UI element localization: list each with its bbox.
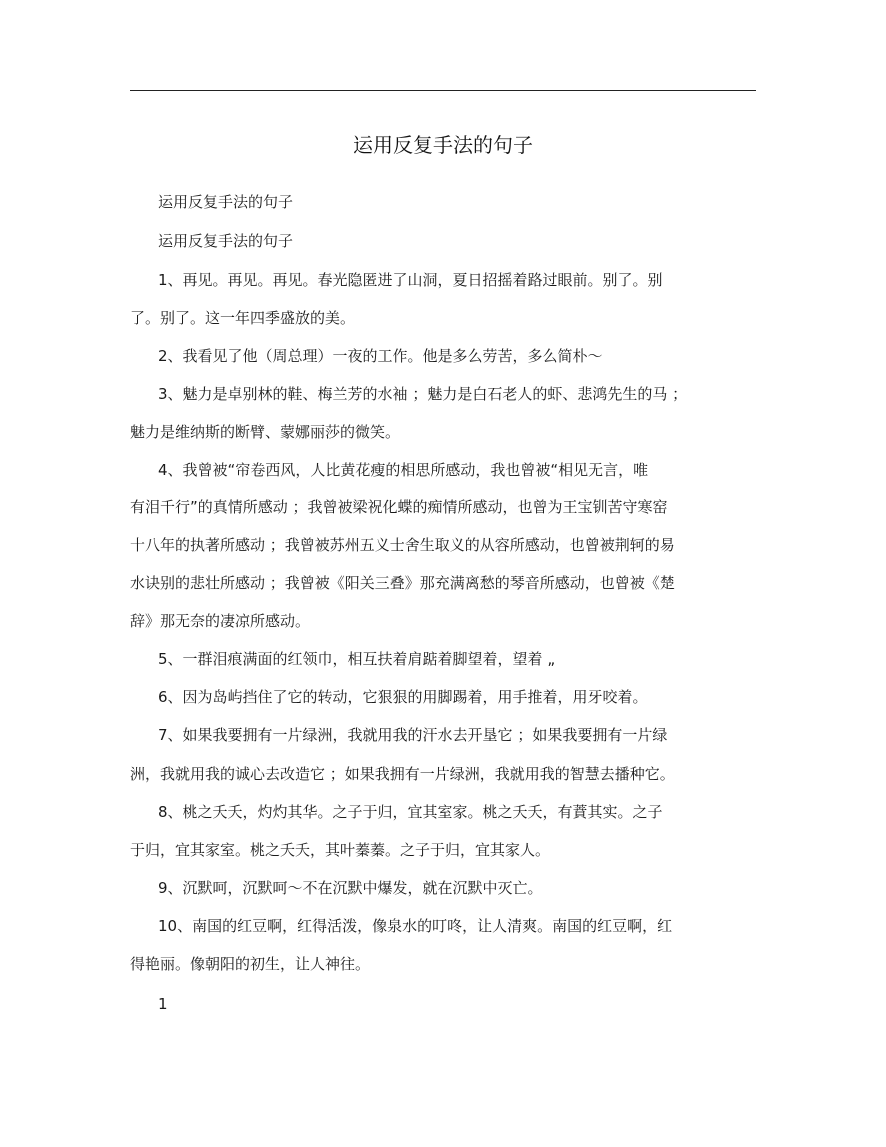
paragraph-line: 2、我看见了他（周总理）一夜的工作。他是多么劳苦，多么简朴～ <box>158 347 603 365</box>
paragraph-line: 于归，宜其家室。桃之夭夭，其叶蓁蓁。之子于归，宜其家人。 <box>130 841 551 859</box>
paragraph-line: 有泪千行”的真情所感动 ；我曾被梁祝化蝶的痴情所感动，也曾为王宝钏苦守寒窑 <box>130 498 668 516</box>
paragraph-line: 7、如果我要拥有一片绿洲，我就用我的汗水去开垦它 ；如果我要拥有一片绿 <box>158 726 668 744</box>
paragraph-line: 3、魅力是卓别林的鞋、梅兰芳的水袖 ；魅力是白石老人的虾、悲鸿先生的马 ； <box>158 385 688 403</box>
paragraph-line: 5、一群泪痕满面的红领巾，相互扶着肩踮着脚望着，望着 „ <box>158 650 556 668</box>
paragraph-line: 9、沉默呵，沉默呵～不在沉默中爆发，就在沉默中灭亡。 <box>158 879 543 897</box>
paragraph-line: 10、南国的红豆啊，红得活泼，像泉水的叮咚，让人清爽。南国的红豆啊，红 <box>158 917 673 935</box>
subtitle-line: 运用反复手法的句子 <box>158 232 294 250</box>
paragraph-line: 8、桃之夭夭，灼灼其华。之子于归，宜其室家。桃之夭夭，有蕡其实。之子 <box>158 803 663 821</box>
paragraph-line: 了。别了。这一年四季盛放的美。 <box>130 309 356 327</box>
page-number: 1 <box>158 995 168 1013</box>
paragraph-line: 得艳丽。像朝阳的初生，让人神往。 <box>130 955 371 973</box>
header-rule <box>130 90 756 91</box>
paragraph-line: 辞》那无奈的凄凉所感动。 <box>130 612 311 630</box>
paragraph-line: 十八年的执著所感动 ；我曾被苏州五义士舍生取义的从容所感动，也曾被荆轲的易 <box>130 536 675 554</box>
subtitle-line: 运用反复手法的句子 <box>158 193 294 211</box>
paragraph-line: 魅力是维纳斯的断臂、蒙娜丽莎的微笑。 <box>130 423 401 441</box>
paragraph-line: 1、再见。再见。再见。春光隐匿进了山洞，夏日招摇着路过眼前。别了。别 <box>158 271 663 289</box>
document-title: 运用反复手法的句子 <box>353 133 533 157</box>
paragraph-line: 4、我曾被“帘卷西风，人比黄花瘦的相思所感动，我也曾被“相见无言，唯 <box>158 461 649 479</box>
paragraph-line: 水诀别的悲壮所感动 ；我曾被《阳关三叠》那充满离愁的琴音所感动，也曾被《楚 <box>130 574 675 592</box>
paragraph-line: 洲，我就用我的诚心去改造它 ；如果我拥有一片绿洲，我就用我的智慧去播种它。 <box>130 765 675 783</box>
paragraph-line: 6、因为岛屿挡住了它的转动，它狠狠的用脚踢着，用手推着，用牙咬着。 <box>158 688 648 706</box>
